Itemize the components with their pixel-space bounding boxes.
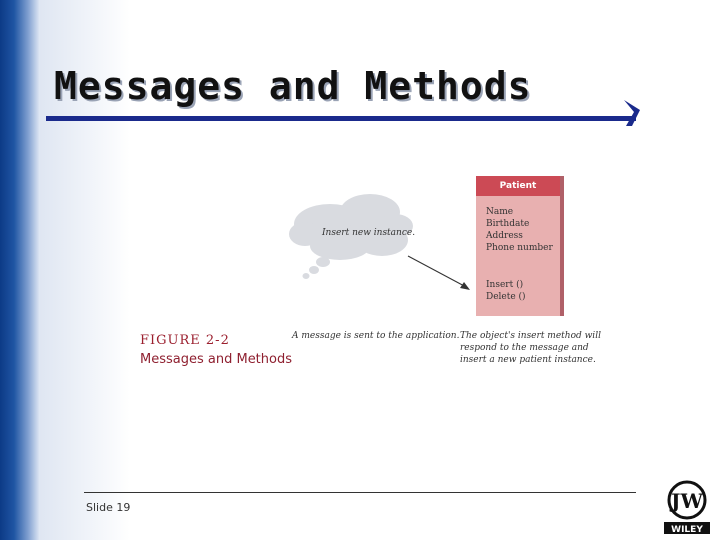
message-caption: A message is sent to the application. — [292, 331, 460, 341]
class-method: Delete () — [486, 292, 526, 302]
svg-text:WILEY: WILEY — [671, 525, 703, 535]
figure-title: Messages and Methods — [140, 352, 293, 367]
message-arrowhead-icon — [460, 282, 470, 290]
svg-text:JW: JW — [671, 489, 703, 513]
method-caption-line: insert a new patient instance. — [460, 355, 596, 365]
slide-title: Messages and Methods — [54, 64, 532, 108]
class-attribute: Name — [486, 207, 514, 217]
slide-number: Slide 19 — [86, 501, 131, 514]
class-attribute: Address — [486, 231, 523, 241]
wiley-logo-icon — [660, 478, 714, 536]
class-attribute: Birthdate — [486, 219, 530, 229]
class-attribute: Phone number — [486, 243, 553, 253]
message-arrow — [408, 256, 468, 288]
footer-rule — [84, 492, 636, 493]
class-name: Patient — [476, 176, 560, 196]
figure-label: FIGURE 2-2 — [140, 333, 230, 348]
method-caption-line: The object's insert method will — [460, 331, 601, 341]
class-method: Insert () — [486, 280, 524, 290]
method-caption-line: respond to the message and — [460, 343, 589, 353]
cloud-message-text: Insert new instance. — [322, 228, 416, 238]
